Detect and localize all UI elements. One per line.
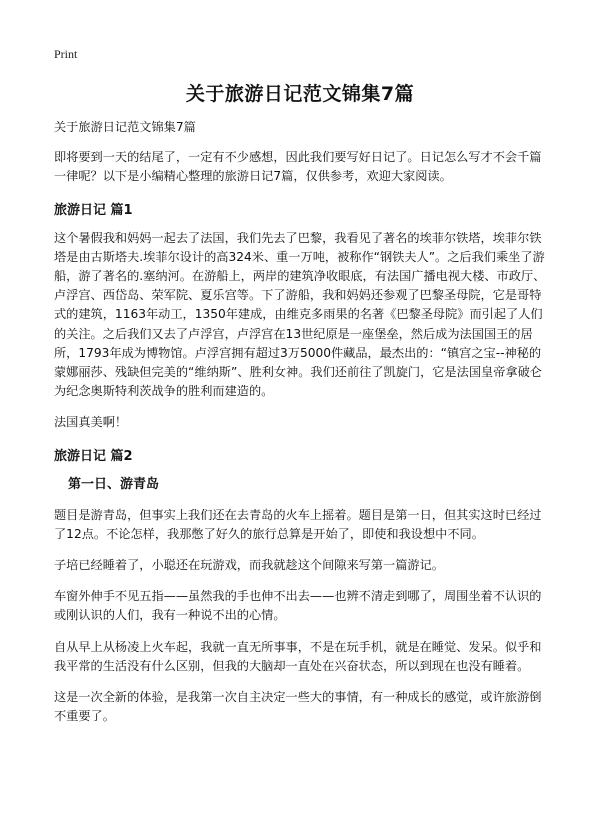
section2-paragraph-1: 题目是游青岛，但事实上我们还在去青岛的火车上摇着。题目是第一日，但其实这时已经过了12点。不论怎样，我那憋了好久的旅行总算是开始了，即使和我设想中不同。 xyxy=(54,507,542,541)
section1-paragraph-2: 法国真美啊！ xyxy=(54,415,128,430)
section-heading-1: 旅游日记 篇1 xyxy=(54,202,133,218)
section2-paragraph-5: 这是一次全新的体验，是我第一次自主决定一些大的事情，有一种成长的感觉，或许旅游倒不重要了。 xyxy=(54,690,542,724)
section-heading-2: 旅游日记 篇2 xyxy=(54,448,133,464)
section2-paragraph-2: 子培已经睡着了，小聪还在玩游戏，而我就趁这个间隙来写第一篇游记。 xyxy=(54,558,444,573)
section2-paragraph-3: 车窗外伸手不见五指——虽然我的手也伸不出去——也辨不清走到哪了，周围坐着不认识的或刚认识的人们，我有一种说不出的心情。 xyxy=(54,589,542,623)
document-title: 关于旅游日记范文锦集7篇 xyxy=(185,83,415,105)
document-subtitle: 关于旅游日记范文锦集7篇 xyxy=(54,120,196,134)
print-label: Print xyxy=(54,47,78,61)
section1-paragraph-1: 这个暑假我和妈妈一起去了法国，我们先去了巴黎，我看见了著名的埃菲尔铁塔，埃菲尔铁塔是由古斯塔夫.埃菲尔设计的高324米、重一万吨，被称作“钢铁夫人”。之后我们乘坐了游船，游了著名的.塞纳河。在游船上，两岸的建筑净收眼底，有法国广播电视大楼、市政厅、卢浮宫、西岱岛、荣军院、夏乐宫等。下了游船，我和妈妈还参观了巴黎圣母院，它是哥特式的建筑，1163年动工，1350年建成，由维克多雨果的名著《巴黎圣母院》而引起了人们的关注。之后我们又去了卢浮宫，卢浮宫在13世纪原是一座堡垒，然后成为法国国王的居所，1793年成为博物馆。卢浮宫拥有超过3万5000件藏品，最杰出的：“镇宫之宝--神秘的蒙娜丽莎、残缺但完美的“维纳斯”、胜利女神。我们还前往了凯旋门，它是法国皇帝拿破仑为纪念奥斯特利茨战争的胜利而建造的。 xyxy=(54,230,546,399)
section2-subheading: 第一日、游青岛 xyxy=(68,476,160,492)
document-content xyxy=(54,118,552,738)
section2-paragraph-4: 自从早上从杨凌上火车起，我就一直无所事事，不是在玩手机，就是在睡觉、发呆。似乎和我平常的生活没有什么区别，但我的大脑却一直处在兴奋状态，所以到现在也没有睡着。 xyxy=(54,639,542,673)
intro-paragraph: 即将要到一天的结尾了，一定有不少感想，因此我们要写好日记了。日记怎么写才不会千篇一律呢？以下是小编精心整理的旅游日记7篇，仅供参考，欢迎大家阅读。 xyxy=(54,150,542,184)
